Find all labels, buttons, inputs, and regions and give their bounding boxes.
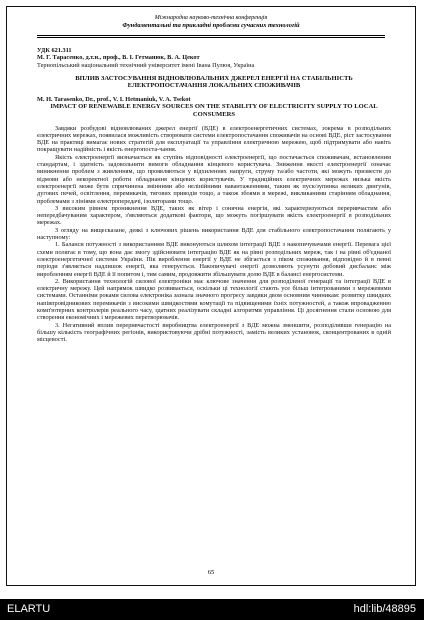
- conference-theme: Фундаментальні та прикладні проблеми сучасних технологій: [122, 22, 300, 29]
- paragraph: Завдяки розбудові відновлюваних джерел енергії (ВДЕ) в електроенергетичних системах, зокрема в розподільних електричних мережах, появилася можливість створювати системи електропостачання споживачів на основі ВДЕ, ріст застосування ВДЕ на практиці вимагає нових стратегій для експлуатації та управління електричною мережею, щоб підтримувати або навіть покращувати надійність і якість енергопоста-чання.: [37, 124, 391, 154]
- paper-page: [6, 6, 416, 586]
- paragraph: З огляду на вищесказане, деякі з ключових рішень використання ВДЕ для стабільного електропостачання полягають у наступному:: [37, 226, 391, 242]
- udc-code: УДК 621.311: [37, 47, 72, 54]
- conference-name: Міжнародна науково-технічна конференція: [154, 15, 268, 21]
- article-title-ua: ВПЛИВ ЗАСТОСУВАННЯ ВІДНОВЛЮВАЛЬНИХ ДЖЕРЕЛ ЕНЕРГІЇ НА СТАБІЛЬНІСТЬ ЕЛЕКТРОПОСТАЧАННЯ ЛОКАЛЬНИХ СПОЖИВАЧІВ: [75, 74, 353, 90]
- affiliation: Тернопільський національний технічний університет імені Івана Пулюя, Україна: [37, 61, 255, 69]
- repository-name: ELARTU: [7, 603, 51, 615]
- authors-en: M. H. Tarasenko, Dr., prof., V. I. Hetmaniuk, V. A. Tsekot: [37, 96, 191, 104]
- footer-bar: [0, 599, 424, 620]
- article-content: [37, 47, 391, 343]
- handle-id: hdl:lib/48895: [353, 603, 416, 615]
- running-header: [7, 15, 415, 29]
- page-number: 65: [207, 569, 215, 576]
- paragraph: З високим рівнем проникнення ВДЕ, таких як вітер і сонячна енергія, які характеризуються переривчастим або непередбачуваним характером, з'являються додаткові фактори, що можуть погіршувати якість електроенергії в розподільних мережах.: [37, 204, 391, 227]
- paragraph: 2. Використання технологій силової електроніки має ключове значення для розподіленої генерації та інтеграції ВДЕ в електричну мережу. Цей напрямок швидко розвивається, оскільки ці технології стають усе більш інтегрованими з мережевими системами. Останніми роками силова електроніка зазнала значного прогресу завдяки двом основним чинникам: розвитку швидких напівпровідникових перемикачів з високими швидкостями комутації та підвищеними їхніх потужностей, а також впровадженню комп'ютерних контролерів реального часу, здатних реалізувати складні алгоритми управління. Ці досягнення стали основою для створення економічних і мережевих перетворювачів.: [37, 277, 391, 322]
- paragraph: Якість електроенергії визначається як ступінь відповідності електроенергії, що постачається споживачам, встановленим стандартам, і здатність задовольняти вимоги обладнання кінцевого користувача. Зниження якості електроенергії означає виникнення проблем з живленням, що проявляються у відхиленнях напруги, струму та/або частоти, які можуть призвести до відмови або некоректної роботи обладнання кінцевих користувачів. У традиційних електричних мережах низька якість електроенергії може бути спричинена змінними або нелінійними навантаженнями, таким як пуск/зупинка великих двигунів, дугових печей, освітлення, перемикачів, тягових приводів тощо, а також збоями в мережі, викликаними старінням обладнання, проблемами з лініями електропередачі, ізоляторами тощо.: [37, 153, 391, 205]
- article-body: [37, 125, 391, 344]
- header-rule: [37, 35, 385, 36]
- article-title-en: IMPACT OF RENEWABLE ENERGY SOURCES ON THE STABILITY OF ELECTRICITY SUPPLY TO LOCAL CONSUMERS: [50, 103, 378, 118]
- authors-ua: М. Г. Тарасенко, д.т.н., проф., В. І. Гетманюк, В. А. Цекот: [37, 54, 200, 62]
- header-rule-secondary: [37, 37, 385, 38]
- paragraph: 1. Баланси потужності з використанням ВДЕ виконуються шляхом інтеграції ВДЕ з накопичувачами енергії. Перевага цієї схеми полягає в тому, що вона дає змогу здійснювати інтеграцію ВДЕ як на рівні розподільних мереж, так і на рівні об'єднаної електроенергетичної системи України. Пік вироблення енергії у ВДЕ не збігається з піком споживання, відповідно й в певні періоди з'являється надлишок енергії, яка генерується. Накопичувачі енергії дозволяють усунути добовий дисбаланс між виробленням енергії ВДЕ й її попитом і, тим самим, продовжити збільшувати долю ВДЕ в балансі енергосистеми.: [37, 241, 391, 278]
- paragraph: 3. Негативний вплив переривчастості виробництва електроенергії з ВДЕ можна зменшити, розподіливши генерацію на більшу кількість географічних регіонів, використовуючи дрібні потужності, замість великих установок, сконцентрованих в одній місцевості.: [37, 321, 391, 344]
